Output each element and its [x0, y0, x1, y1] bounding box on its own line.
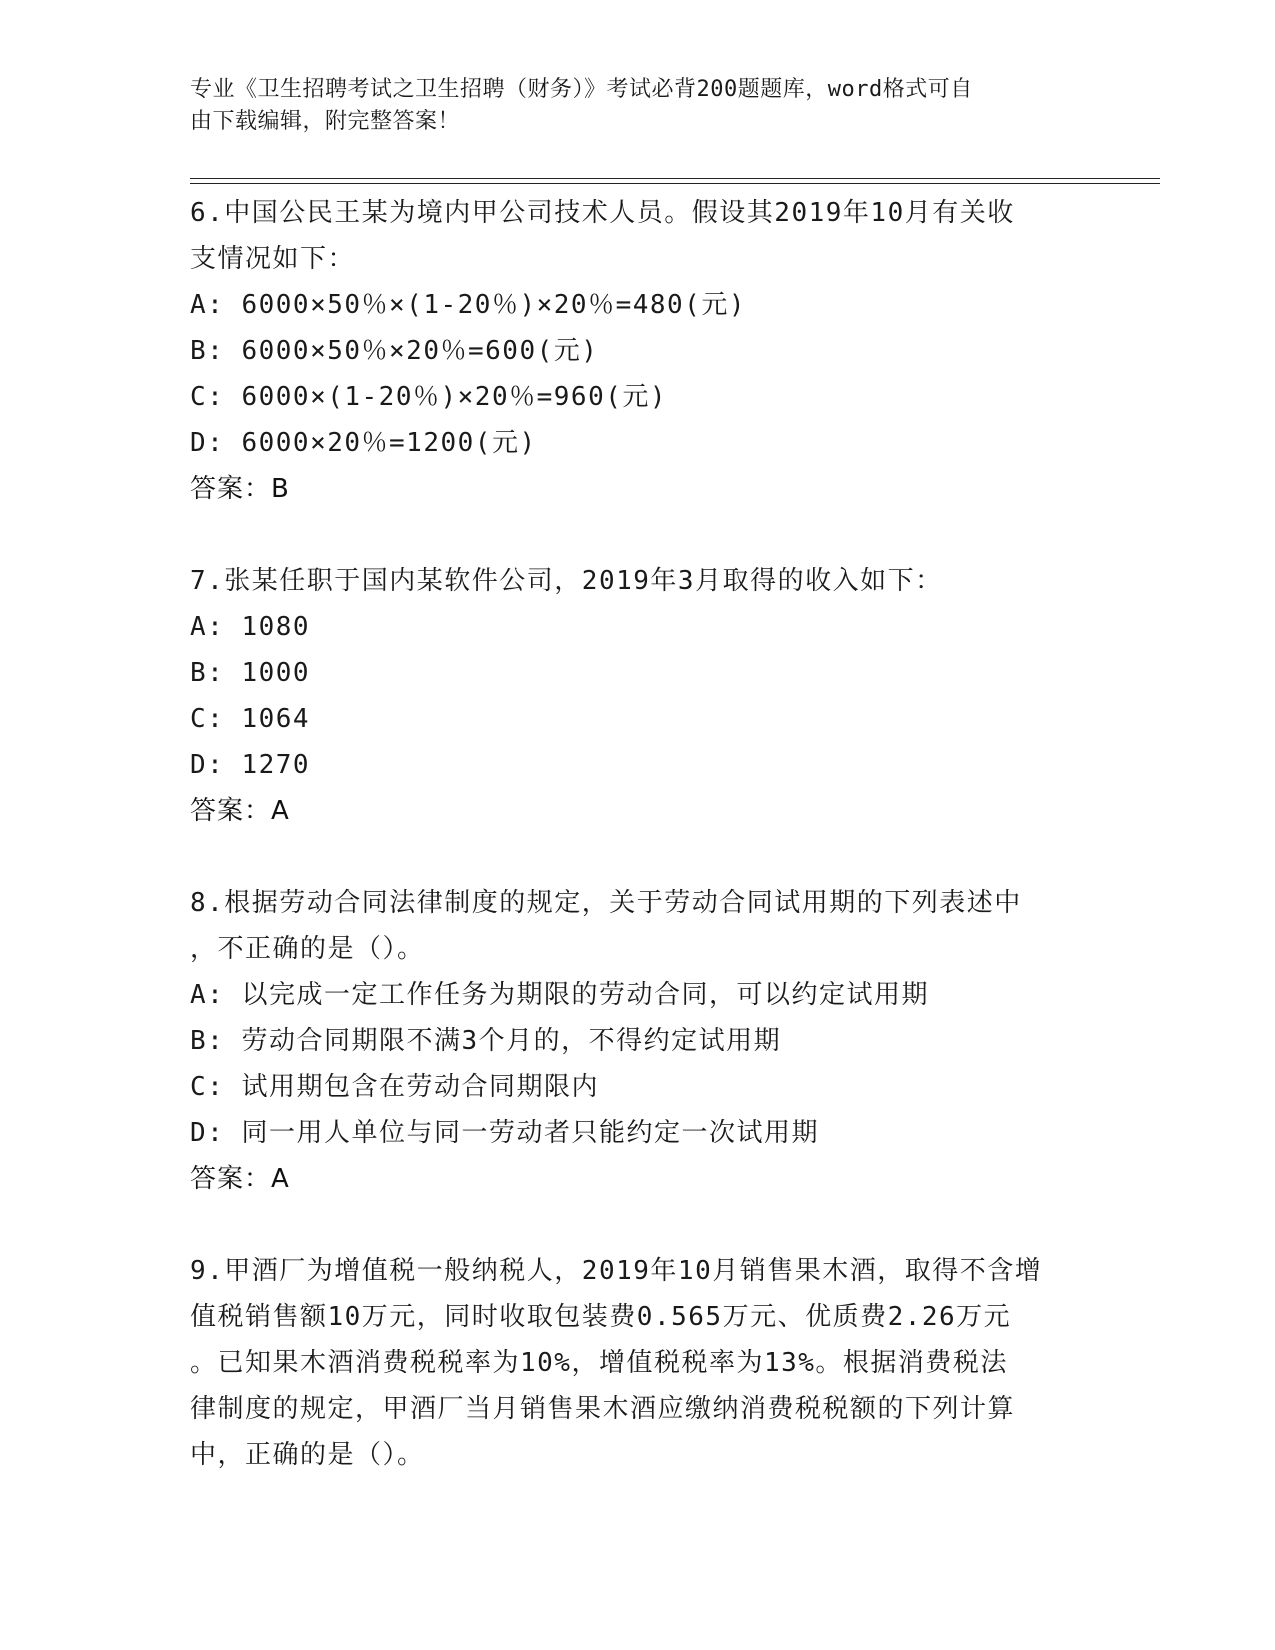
stem-line: 9.甲酒厂为增值税一般纳税人，2019年10月销售果木酒，取得不含增 [190, 1256, 1043, 1286]
question-stem [190, 558, 1090, 604]
answer-label: 答案：A [190, 1164, 290, 1194]
header-line: 专业《卫生招聘考试之卫生招聘（财务）》考试必背200题题库，word格式可自 [190, 77, 973, 102]
header-line: 由下载编辑，附完整答案！ [190, 109, 461, 134]
stem-line: 。已知果木酒消费税税率为10%，增值税税率为13%。根据消费税法 [190, 1348, 1008, 1378]
answer-label: 答案：B [190, 474, 290, 504]
option-c: C: 6000×(1-20％)×20％=960(元) [190, 382, 668, 412]
question-7 [190, 558, 1090, 834]
option-b: B: 劳动合同期限不满3个月的，不得约定试用期 [190, 1026, 782, 1056]
stem-line: 中，正确的是（）。 [190, 1440, 425, 1470]
question-6 [190, 190, 1090, 512]
option-a: A: 6000×50％×(1-20％)×20％=480(元) [190, 290, 746, 320]
question-stem [190, 880, 1090, 972]
document-header [190, 74, 1090, 138]
option-c: C: 1064 [190, 704, 311, 734]
answer-label: 答案：A [190, 796, 290, 826]
question-9 [190, 1248, 1090, 1478]
option-d: D: 同一用人单位与同一劳动者只能约定一次试用期 [190, 1118, 819, 1148]
stem-line: 律制度的规定，甲酒厂当月销售果木酒应缴纳消费税税额的下列计算 [190, 1394, 1016, 1424]
option-c: C: 试用期包含在劳动合同期限内 [190, 1072, 599, 1102]
stem-line: 6.中国公民王某为境内甲公司技术人员。假设其2019年10月有关收 [190, 198, 1015, 228]
question-list [190, 190, 1090, 1524]
question-8 [190, 880, 1090, 1202]
stem-line: 7.张某任职于国内某软件公司，2019年3月取得的收入如下： [190, 566, 943, 596]
stem-line: ，不正确的是（）。 [190, 934, 425, 964]
header-divider [190, 178, 1160, 179]
question-stem [190, 190, 1090, 282]
stem-line: 8.根据劳动合同法律制度的规定，关于劳动合同试用期的下列表述中 [190, 888, 1022, 918]
stem-line: 支情况如下： [190, 244, 356, 274]
header-divider [190, 183, 1160, 184]
stem-line: 值税销售额10万元，同时收取包装费0.565万元、优质费2.26万元 [190, 1302, 1012, 1332]
option-b: B: 1000 [190, 658, 311, 688]
question-stem [190, 1248, 1090, 1478]
option-d: D: 1270 [190, 750, 311, 780]
option-a: A: 1080 [190, 612, 311, 642]
option-b: B: 6000×50％×20％=600(元) [190, 336, 599, 366]
option-d: D: 6000×20％=1200(元) [190, 428, 537, 458]
option-a: A: 以完成一定工作任务为期限的劳动合同，可以约定试用期 [190, 980, 929, 1010]
